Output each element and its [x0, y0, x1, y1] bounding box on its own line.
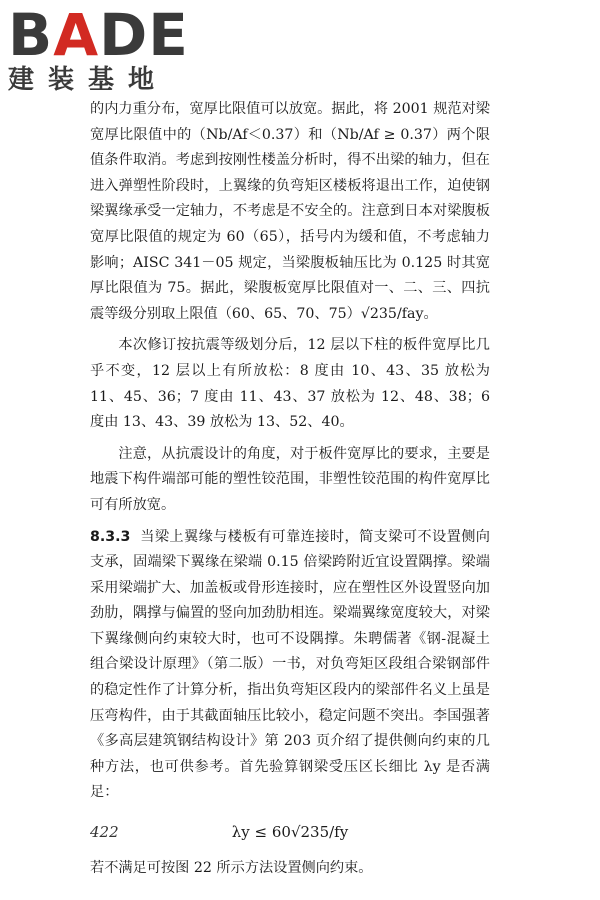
logo-letters-de: DE	[99, 1, 189, 69]
logo-letter-b: B	[8, 1, 54, 69]
paragraph-2: 本次修订按抗震等级划分后，12 层以下柱的板件宽厚比几乎不变，12 层以上有所放松：8 度由 10、43、35 放松为 11、45、36；7 度由 11、43、37 放松为 12、48、38；6 度由 13、43、39 放松为 13、52、40。	[90, 337, 490, 431]
slenderness-formula: λy ≤ 60√235/fy	[231, 823, 349, 842]
page-number: 422	[90, 823, 119, 841]
page-body	[90, 97, 490, 881]
section-number: 8.3.3	[90, 528, 131, 545]
logo-wordmark	[8, 1, 198, 69]
paragraph-3: 注意，从抗震设计的角度，对于板件宽厚比的要求，主要是地震下构件端部可能的塑性铰范围，非塑性铰范围的构件宽厚比可有所放宽。	[90, 445, 490, 513]
bade-logo	[8, 1, 198, 95]
logo-subtitle: 建装基地	[8, 65, 169, 95]
paragraph-1: 的内力重分布，宽厚比限值可以放宽。据此，将 2001 规范对梁宽厚比限值中的（Nb/Af＜0.37）和（Nb/Af ≥ 0.37）两个限值条件取消。考虑到按刚性楼盖分析时，得不出梁的轴力，但在进入弹塑性阶段时，上翼缘的负弯矩区楼板将退出工作，迫使钢梁翼缘承受一定轴力，不考虑是不安全的。注意到日本对梁腹板宽厚比限值的规定为 60（65），括号内为缓和值，不考虑轴力影响；AISC 341－05 规定，当梁腹板轴压比为 0.125 时其宽厚比限值为 75。据此，梁腹板宽厚比限值对一、二、三、四抗震等级分别取上限值（60、65、70、75）√235/fay。	[90, 101, 490, 322]
section-text: 当梁上翼缘与楼板有可靠连接时，简支梁可不设置侧向支承，固端梁下翼缘在梁端 0.15 倍梁跨附近宜设置隅撑。梁端采用梁端扩大、加盖板或骨形连接时，应在塑性区外设置竖向加劲肋，隅撑与偏置的竖向加劲肋相连。梁端翼缘宽度较大，对梁下翼缘侧向约束较大时，也可不设隅撑。朱聘儒著《钢-混凝土组合梁设计原理》（第二版）一书，对负弯矩区段组合梁钢部件的稳定性作了计算分析，指出负弯矩区段内的梁部件名义上虽是压弯构件，由于其截面轴压比较小，稳定问题不突出。李国强著《多高层建筑钢结构设计》第 203 页介绍了提供侧向约束的几种方法，也可供参考。首先验算钢梁受压区长细比 λy 是否满足：	[90, 528, 490, 801]
logo-letter-a: A	[53, 1, 100, 69]
section-8-3-3	[90, 525, 490, 807]
closing-line: 若不满足可按图 22 所示方法设置侧向约束。	[90, 859, 373, 876]
